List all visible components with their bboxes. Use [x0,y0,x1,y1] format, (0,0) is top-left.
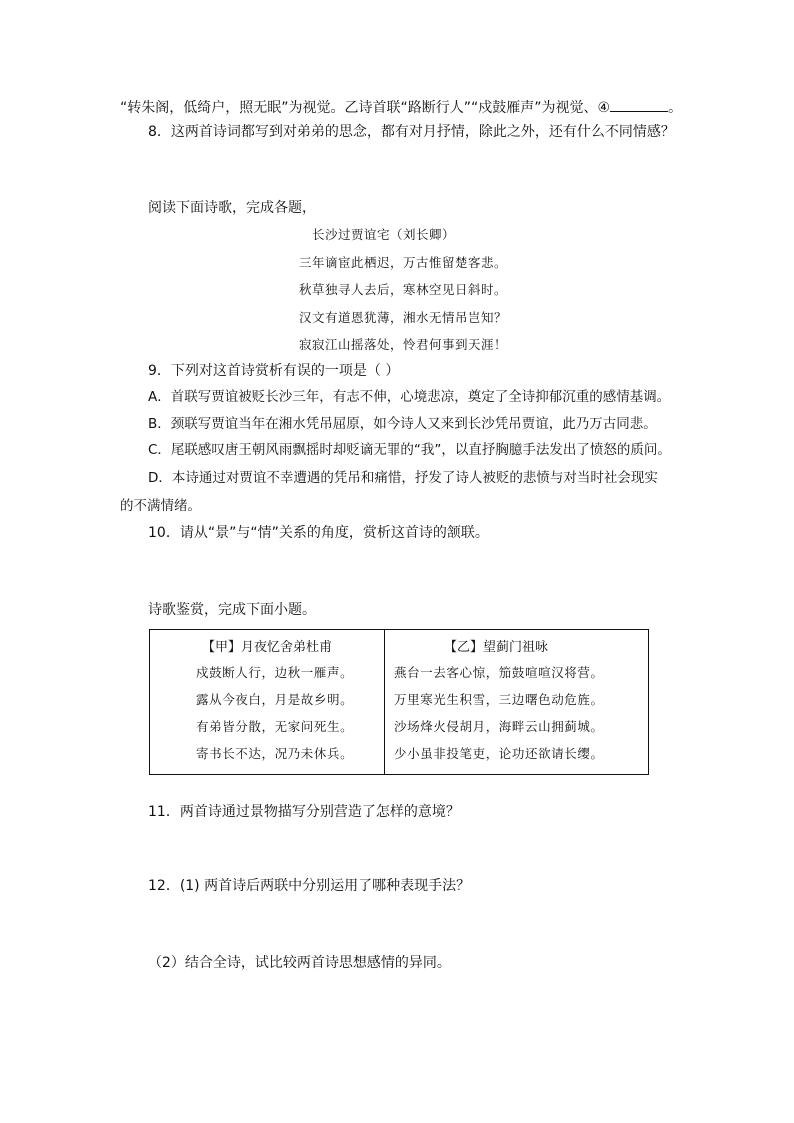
question-9: 9．下列对这首诗赏析有误的一项是（ ） [148,363,400,379]
poem-b-line-4: 少小虽非投笔吏，论功还欲请长缨。 [394,746,604,761]
q7-text: “转朱阁，低绮户，照无眠”为视觉。乙诗首联“路断行人”“戍鼓雁声”为视觉、④ [120,100,611,116]
poem-line-2: 秋草独寻人去后，寒林空见日斜时。 [299,282,508,297]
question-11: 11．两首诗通过景物描写分别营造了怎样的意境？ [148,804,460,820]
question-12-part-1: 12．(1) 两首诗后两联中分别运用了哪种表现手法？ [148,878,471,894]
option-a[interactable]: A．首联写贾谊被贬长沙三年，有志不伸，心境悲凉，奠定了全诗抑郁沉重的感情基调。 [148,389,671,405]
poem-a-line-2: 露从今夜白，月是故乡明。 [196,692,354,707]
poem-a-title: 【甲】月夜忆舍弟杜甫 [202,640,333,655]
section2-intro: 阅读下面诗歌，完成各题， [148,200,316,216]
option-b[interactable]: B．颈联写贾谊当年在湘水凭吊屈原，如今诗人又来到长沙凭吊贾谊，此乃万古同悲。 [148,416,657,432]
option-d-continued: 的不满情绪。 [120,498,201,514]
poem-title: 长沙过贾谊宅（刘长卿） [312,227,456,242]
poem-a-line-1: 戍鼓断人行，边秋一雁声。 [196,665,354,680]
poem-line-1: 三年谪宦此栖迟，万古惟留楚客悲。 [299,255,508,270]
question-12-part-2: （2）结合全诗，试比较两首诗思想感情的异同。 [148,955,451,971]
question-8: 8．这两首诗词都写到对弟弟的思念，都有对月抒情，除此之外，还有什么不同情感？ [148,124,675,140]
table-divider [384,630,385,774]
q7-period: 。 [668,100,683,116]
poem-comparison-table [149,629,649,775]
option-c[interactable]: C．尾联感叹唐王朝风雨飘摇时却贬谪无罪的“我”，以直抒胸臆手法发出了愤怒的质问。 [148,442,671,458]
q7-answer-line [120,97,682,118]
poem-b-line-1: 燕台一去客心惊，笳鼓喧喧汉将营。 [394,665,604,680]
question-10: 10．请从“景”与“情”关系的角度，赏析这首诗的颔联。 [148,525,489,541]
poem-b-line-3: 沙场烽火侵胡月，海畔云山拥蓟城。 [394,719,604,734]
answer-blank-4[interactable] [610,97,668,112]
poem-b-line-2: 万里寒光生积雪，三边曙色动危旌。 [394,692,604,707]
poem-a-line-4: 寄书长不达，况乃未休兵。 [196,746,354,761]
section3-intro: 诗歌鉴赏，完成下面小题。 [148,602,316,618]
poem-b-title: 【乙】望蓟门祖咏 [444,640,549,655]
poem-a-line-3: 有弟皆分散，无家问死生。 [196,719,354,734]
poem-line-4: 寂寂江山摇落处，怜君何事到天涯！ [299,337,508,352]
poem-line-3: 汉文有道恩犹薄，湘水无情吊岂知？ [299,310,508,325]
option-d[interactable]: D．本诗通过对贾谊不幸遭遇的凭吊和痛惜，抒发了诗人被贬的悲愤与对当时社会现实 [148,470,658,486]
